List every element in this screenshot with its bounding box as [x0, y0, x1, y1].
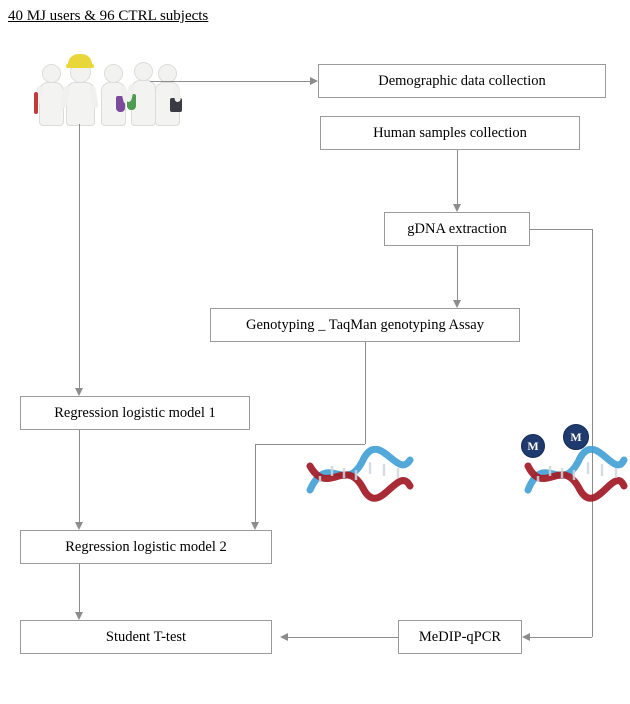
arrowhead-model2-to-ttest — [75, 612, 83, 620]
arrowhead-medip-to-ttest — [280, 633, 288, 641]
arrowhead-gdna-to-medip — [522, 633, 530, 641]
connector-gdna-to-medip-vertical — [592, 229, 593, 637]
node-student-t-test[interactable]: Student T-test — [20, 620, 272, 654]
arrowhead-genotyping-to-model2 — [251, 522, 259, 530]
connector-genotyping-to-model2-horizontal — [255, 444, 365, 445]
arrowhead-people-to-model1 — [75, 388, 83, 396]
arrowhead-model1-to-model2 — [75, 522, 83, 530]
page-title: 40 MJ users & 96 CTRL subjects — [8, 8, 209, 24]
connector-people-to-model1 — [79, 124, 80, 388]
connector-model1-to-model2 — [79, 430, 80, 522]
node-human-samples-collection[interactable]: Human samples collection — [320, 116, 580, 150]
connector-people-to-demographic — [150, 81, 310, 82]
connector-genotyping-to-model2-vertical-a — [365, 342, 366, 444]
study-participants-illustration — [34, 52, 174, 124]
node-demographic-data-collection[interactable]: Demographic data collection — [318, 64, 606, 98]
arrowhead-human-samples-to-gdna — [453, 204, 461, 212]
node-medip-qpcr[interactable]: MeDIP-qPCR — [398, 620, 522, 654]
connector-human-samples-to-gdna — [457, 150, 458, 204]
methyl-badge-1: M — [521, 434, 545, 458]
participant-3 — [96, 62, 130, 124]
methyl-badge-2: M — [563, 424, 589, 450]
connector-gdna-to-medip-bottom — [530, 637, 592, 638]
node-gdna-extraction[interactable]: gDNA extraction — [384, 212, 530, 246]
dna-double-helix — [306, 446, 414, 502]
connector-model2-to-ttest — [79, 564, 80, 612]
connector-genotyping-to-model2-vertical-b — [255, 444, 256, 522]
node-regression-logistic-model-1[interactable]: Regression logistic model 1 — [20, 396, 250, 430]
participant-2 — [62, 54, 98, 124]
connector-gdna-to-genotyping — [457, 246, 458, 300]
connector-gdna-to-medip-top — [530, 229, 592, 230]
arrowhead-people-to-demographic — [310, 77, 318, 85]
connector-medip-to-ttest — [288, 637, 398, 638]
node-regression-logistic-model-2[interactable]: Regression logistic model 2 — [20, 530, 272, 564]
participant-5 — [152, 62, 182, 124]
node-genotyping-taqman-assay[interactable]: Genotyping _ TaqMan genotyping Assay — [210, 308, 520, 342]
arrowhead-gdna-to-genotyping — [453, 300, 461, 308]
